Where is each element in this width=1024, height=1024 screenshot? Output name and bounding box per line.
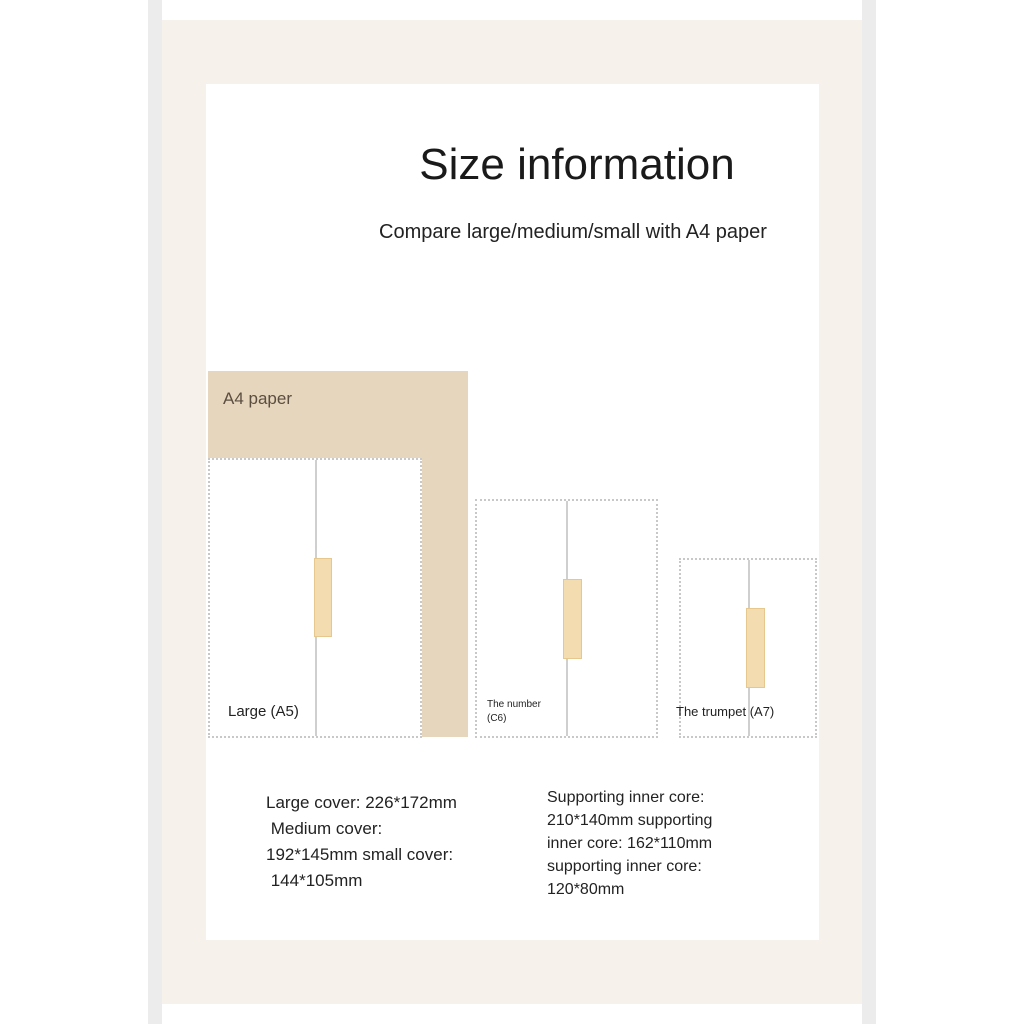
core-line: supporting inner core: bbox=[547, 858, 702, 875]
cover-line: Large cover: 226*172mm bbox=[266, 793, 457, 812]
cover-line: 144*105mm bbox=[266, 871, 363, 890]
large-size-label: Large (A5) bbox=[228, 703, 299, 720]
bottom-strip bbox=[162, 1004, 862, 1024]
cover-line: Medium cover: bbox=[266, 819, 383, 838]
page-subtitle: Compare large/medium/small with A4 paper bbox=[379, 221, 767, 243]
core-line: 120*80mm bbox=[547, 881, 625, 898]
cover-line: 192*145mm small cover: bbox=[266, 845, 454, 864]
large-notebook-tab bbox=[314, 558, 332, 637]
core-line: inner core: 162*110mm bbox=[547, 835, 713, 852]
core-line: 210*140mm supporting bbox=[547, 812, 713, 829]
top-strip bbox=[162, 0, 862, 20]
medium-notebook-tab bbox=[563, 579, 582, 659]
medium-size-label-line1: The number bbox=[487, 699, 541, 710]
core-line: Supporting inner core: bbox=[547, 789, 705, 806]
page-title: Size information bbox=[419, 140, 735, 189]
a4-paper-label: A4 paper bbox=[223, 389, 292, 408]
medium-size-label-line2: (C6) bbox=[487, 713, 507, 724]
small-notebook-tab bbox=[746, 608, 765, 688]
small-size-label: The trumpet (A7) bbox=[676, 704, 775, 719]
cover-sizes-text bbox=[266, 790, 457, 894]
inner-core-sizes-text bbox=[547, 786, 712, 901]
